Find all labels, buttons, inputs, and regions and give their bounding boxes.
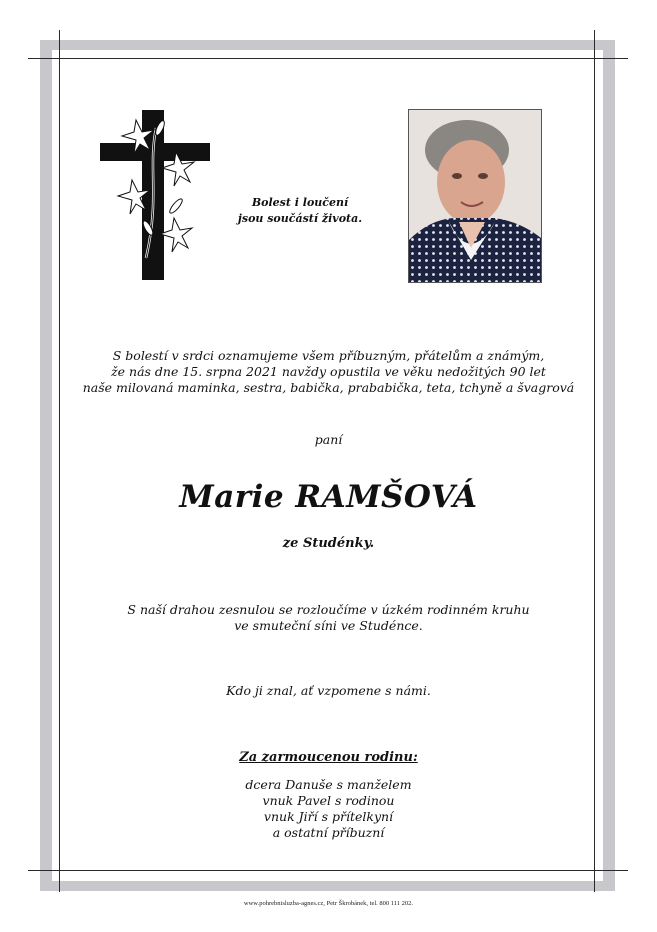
portrait-photo <box>408 109 542 283</box>
motto <box>225 195 375 227</box>
family-member: a ostatní příbuzní <box>272 825 385 840</box>
bottom-rule <box>28 870 628 871</box>
top-rule <box>28 58 628 59</box>
farewell-line: S naší drahou zesnulou se rozloučíme v úzkém rodinném kruhu <box>127 602 530 617</box>
announcement <box>60 348 597 396</box>
motto-line: jsou součástí života. <box>237 212 363 225</box>
announcement-line: že nás dne 15. srpna 2021 navždy opustila ve věku nedožitých 90 let <box>111 364 546 379</box>
motto-line: Bolest i loučení <box>251 196 349 209</box>
family-heading: Za zarmoucenou rodinu: <box>239 750 418 765</box>
cross-with-lilies-icon <box>98 108 213 284</box>
deceased-name: Marie RAMŠOVÁ <box>179 479 478 515</box>
origin: ze Studénky. <box>282 536 375 551</box>
footer-contact: www.pohrebnisluzba-agnes.cz, Petr Škrobánek, tel. 800 111 202. <box>243 900 414 907</box>
title-word: paní <box>314 432 343 447</box>
announcement-line: naše milovaná maminka, sestra, babička, prababička, teta, tchyně a švagrová <box>82 380 575 395</box>
announcement-line: S bolestí v srdci oznamujeme všem příbuzným, přátelům a známým, <box>112 348 545 363</box>
family-member: vnuk Pavel s rodinou <box>262 793 395 808</box>
farewell-line: ve smuteční síni ve Studénce. <box>234 618 423 633</box>
remember-line: Kdo ji znal, ať vzpomene s námi. <box>226 683 431 698</box>
family-member: dcera Danuše s manželem <box>245 777 412 792</box>
farewell <box>60 602 597 634</box>
family-member: vnuk Jiří s přítelkyní <box>263 809 394 824</box>
family-list <box>60 777 597 841</box>
